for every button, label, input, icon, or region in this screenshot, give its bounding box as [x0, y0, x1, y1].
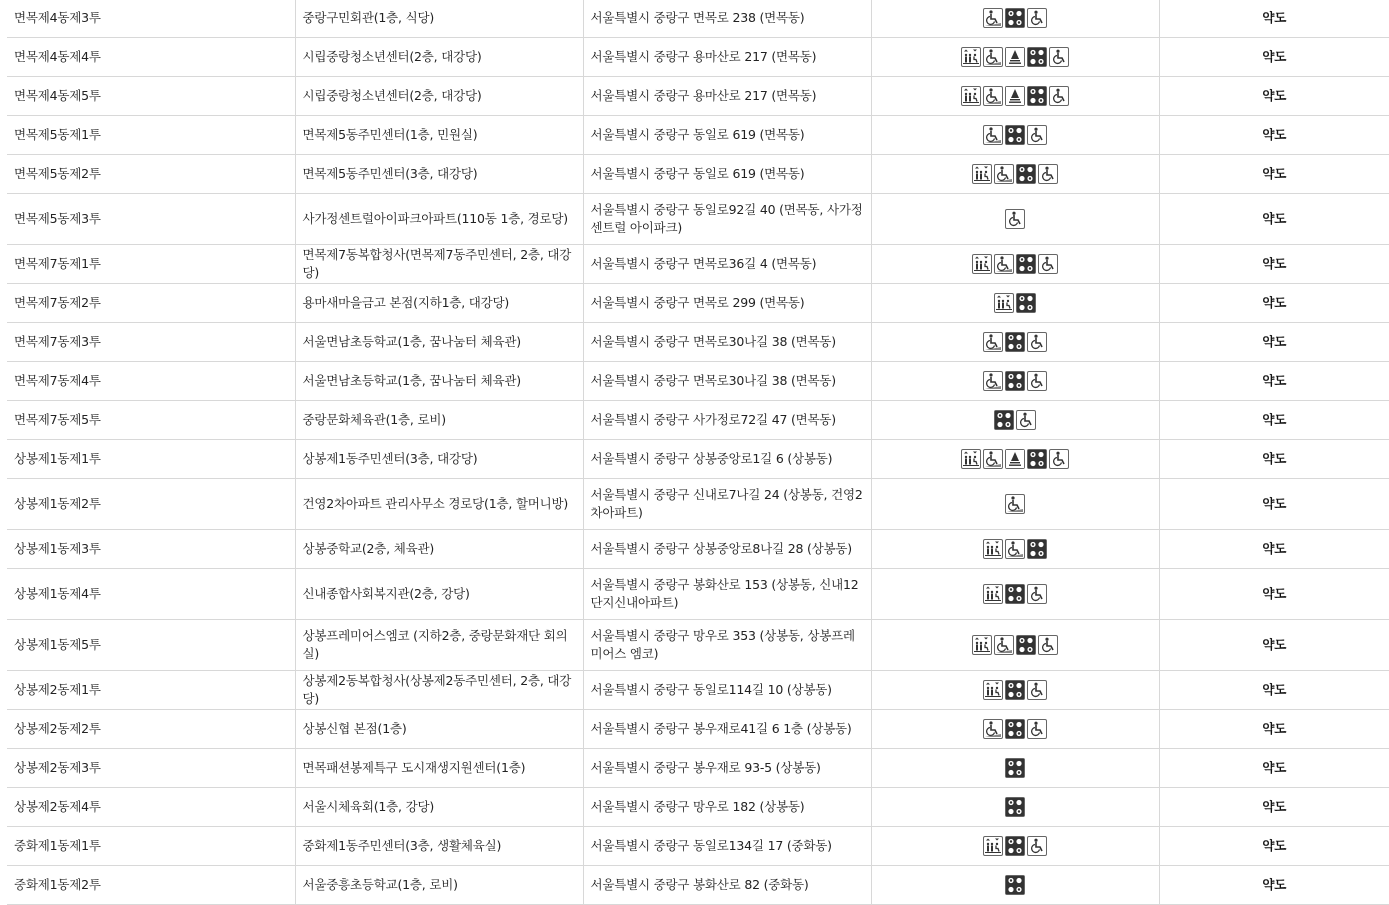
district-cell: 상봉제1동제3투	[7, 530, 295, 569]
braille-icon	[1005, 332, 1025, 352]
address-cell: 서울특별시 중랑구 면목로30나길 38 (면목동)	[583, 323, 871, 362]
wheelchair-icon	[1038, 635, 1058, 655]
table-row	[7, 77, 1389, 116]
address-cell: 서울특별시 중랑구 면목로30나길 38 (면목동)	[583, 362, 871, 401]
district-cell: 면목제4동제5투	[7, 77, 295, 116]
accessibility-icons-cell	[871, 440, 1159, 479]
wheelchair-ramp-icon	[1005, 539, 1025, 559]
map-link[interactable]: 약도	[1159, 440, 1389, 479]
braille-icon	[1027, 86, 1047, 106]
district-cell: 면목제7동제1투	[7, 245, 295, 284]
accessibility-icons-cell	[871, 284, 1159, 323]
map-link[interactable]: 약도	[1159, 38, 1389, 77]
map-link[interactable]: 약도	[1159, 788, 1389, 827]
district-cell: 면목제4동제3투	[7, 0, 295, 38]
accessibility-icons-cell	[871, 671, 1159, 710]
table-row	[7, 620, 1389, 671]
elevator-icon	[994, 293, 1014, 313]
accessibility-icons-cell	[871, 710, 1159, 749]
table-row	[7, 479, 1389, 530]
accessibility-icons-cell	[871, 866, 1159, 905]
address-cell: 서울특별시 중랑구 면목로 238 (면목동)	[583, 0, 871, 38]
elevator-icon	[983, 680, 1003, 700]
district-cell: 상봉제2동제4투	[7, 788, 295, 827]
wheelchair-icon	[1049, 47, 1069, 67]
wheelchair-ramp-icon	[983, 449, 1003, 469]
accessibility-icons-cell	[871, 194, 1159, 245]
braille-icon	[1005, 584, 1025, 604]
elevator-icon	[983, 584, 1003, 604]
wheelchair-ramp-icon	[983, 332, 1003, 352]
place-cell: 면목패션봉제특구 도시재생지원센터(1층)	[295, 749, 583, 788]
district-cell: 상봉제1동제5투	[7, 620, 295, 671]
place-cell: 상봉신협 본점(1층)	[295, 710, 583, 749]
map-link[interactable]: 약도	[1159, 194, 1389, 245]
accessibility-icons-cell	[871, 323, 1159, 362]
braille-icon	[1005, 836, 1025, 856]
address-cell: 서울특별시 중랑구 동일로92길 40 (면목동, 사가정센트럴 아이파크)	[583, 194, 871, 245]
accessibility-icons-cell	[871, 827, 1159, 866]
address-cell: 서울특별시 중랑구 상봉중앙로8나길 28 (상봉동)	[583, 530, 871, 569]
accessibility-icons-cell	[871, 620, 1159, 671]
braille-icon	[1005, 371, 1025, 391]
wheelchair-ramp-icon	[983, 125, 1003, 145]
accessibility-icons-cell	[871, 788, 1159, 827]
voice-guide-icon	[1005, 86, 1025, 106]
address-cell: 서울특별시 중랑구 동일로134길 17 (중화동)	[583, 827, 871, 866]
braille-icon	[1016, 254, 1036, 274]
braille-icon	[1005, 125, 1025, 145]
place-cell: 서울시체육회(1층, 강당)	[295, 788, 583, 827]
table-row	[7, 710, 1389, 749]
address-cell: 서울특별시 중랑구 사가정로72길 47 (면목동)	[583, 401, 871, 440]
wheelchair-icon	[1038, 254, 1058, 274]
place-cell: 시립중랑청소년센터(2층, 대강당)	[295, 38, 583, 77]
wheelchair-icon	[1016, 410, 1036, 430]
braille-icon	[1005, 8, 1025, 28]
place-cell: 면목제7동복합청사(면목제7동주민센터, 2층, 대강당)	[295, 245, 583, 284]
place-cell: 상봉중학교(2층, 체육관)	[295, 530, 583, 569]
map-link[interactable]: 약도	[1159, 284, 1389, 323]
voice-guide-icon	[1005, 47, 1025, 67]
wheelchair-icon	[1049, 86, 1069, 106]
district-cell: 면목제5동제2투	[7, 155, 295, 194]
accessibility-icons-cell	[871, 116, 1159, 155]
wheelchair-ramp-icon	[994, 164, 1014, 184]
address-cell: 서울특별시 중랑구 동일로 619 (면목동)	[583, 116, 871, 155]
district-cell: 중화제1동제2투	[7, 866, 295, 905]
address-cell: 서울특별시 중랑구 봉우재로41길 6 1층 (상봉동)	[583, 710, 871, 749]
elevator-icon	[961, 86, 981, 106]
address-cell: 서울특별시 중랑구 동일로114길 10 (상봉동)	[583, 671, 871, 710]
table-row	[7, 440, 1389, 479]
elevator-icon	[983, 836, 1003, 856]
address-cell: 서울특별시 중랑구 면목로36길 4 (면목동)	[583, 245, 871, 284]
braille-icon	[1005, 719, 1025, 739]
accessibility-icons-cell	[871, 245, 1159, 284]
district-cell: 면목제5동제3투	[7, 194, 295, 245]
wheelchair-icon	[1027, 371, 1047, 391]
table-row	[7, 245, 1389, 284]
elevator-icon	[961, 47, 981, 67]
address-cell: 서울특별시 중랑구 망우로 182 (상봉동)	[583, 788, 871, 827]
map-link[interactable]: 약도	[1159, 866, 1389, 905]
accessibility-icons-cell	[871, 530, 1159, 569]
table-row	[7, 155, 1389, 194]
braille-icon	[1005, 875, 1025, 895]
wheelchair-ramp-icon	[983, 371, 1003, 391]
table-row	[7, 530, 1389, 569]
table-row	[7, 116, 1389, 155]
map-link[interactable]: 약도	[1159, 671, 1389, 710]
place-cell: 용마새마을금고 본점(지하1층, 대강당)	[295, 284, 583, 323]
place-cell: 서울중흥초등학교(1층, 로비)	[295, 866, 583, 905]
braille-icon	[1027, 47, 1047, 67]
district-cell: 상봉제1동제1투	[7, 440, 295, 479]
place-cell: 상봉프레미어스엠코 (지하2층, 중랑문화재단 회의실)	[295, 620, 583, 671]
place-cell: 상봉제2동복합청사(상봉제2동주민센터, 2층, 대강당)	[295, 671, 583, 710]
braille-icon	[1016, 635, 1036, 655]
wheelchair-icon	[1027, 836, 1047, 856]
accessibility-icons-cell	[871, 38, 1159, 77]
address-cell: 서울특별시 중랑구 봉화산로 153 (상봉동, 신내12단지신내아파트)	[583, 569, 871, 620]
address-cell: 서울특별시 중랑구 봉화산로 82 (중화동)	[583, 866, 871, 905]
map-link[interactable]: 약도	[1159, 710, 1389, 749]
map-link[interactable]: 약도	[1159, 401, 1389, 440]
district-cell: 면목제7동제5투	[7, 401, 295, 440]
district-cell: 상봉제2동제2투	[7, 710, 295, 749]
map-link[interactable]: 약도	[1159, 77, 1389, 116]
place-cell: 면목제5동주민센터(1층, 민원실)	[295, 116, 583, 155]
table-row	[7, 569, 1389, 620]
wheelchair-icon	[1027, 125, 1047, 145]
wheelchair-icon	[1005, 209, 1025, 229]
polling-place-table	[7, 0, 1389, 905]
accessibility-icons-cell	[871, 0, 1159, 38]
wheelchair-ramp-icon	[983, 47, 1003, 67]
accessibility-icons-cell	[871, 77, 1159, 116]
wheelchair-icon	[1027, 584, 1047, 604]
place-cell: 신내종합사회복지관(2층, 강당)	[295, 569, 583, 620]
table-row	[7, 362, 1389, 401]
place-cell: 중랑구민회관(1층, 식당)	[295, 0, 583, 38]
place-cell: 중화제1동주민센터(3층, 생활체육실)	[295, 827, 583, 866]
accessibility-icons-cell	[871, 155, 1159, 194]
wheelchair-icon	[1027, 719, 1047, 739]
elevator-icon	[983, 539, 1003, 559]
table-row	[7, 284, 1389, 323]
wheelchair-icon	[1027, 680, 1047, 700]
table-row	[7, 38, 1389, 77]
table-row	[7, 827, 1389, 866]
map-link[interactable]: 약도	[1159, 116, 1389, 155]
map-link[interactable]: 약도	[1159, 0, 1389, 38]
map-link[interactable]: 약도	[1159, 479, 1389, 530]
place-cell: 건영2차아파트 관리사무소 경로당(1층, 할머니방)	[295, 479, 583, 530]
wheelchair-ramp-icon	[994, 254, 1014, 274]
braille-icon	[1016, 293, 1036, 313]
district-cell: 중화제1동제1투	[7, 827, 295, 866]
wheelchair-ramp-icon	[994, 635, 1014, 655]
address-cell: 서울특별시 중랑구 면목로 299 (면목동)	[583, 284, 871, 323]
wheelchair-ramp-icon	[983, 86, 1003, 106]
map-link[interactable]: 약도	[1159, 620, 1389, 671]
table-row	[7, 401, 1389, 440]
wheelchair-icon	[1027, 332, 1047, 352]
table-row	[7, 323, 1389, 362]
elevator-icon	[972, 164, 992, 184]
elevator-icon	[972, 635, 992, 655]
place-cell: 상봉제1동주민센터(3층, 대강당)	[295, 440, 583, 479]
wheelchair-ramp-icon	[1005, 494, 1025, 514]
map-link[interactable]: 약도	[1159, 749, 1389, 788]
map-link[interactable]: 약도	[1159, 155, 1389, 194]
place-cell: 서울면남초등학교(1층, 꿈나눔터 체육관)	[295, 362, 583, 401]
accessibility-icons-cell	[871, 362, 1159, 401]
district-cell: 면목제4동제4투	[7, 38, 295, 77]
district-cell: 상봉제2동제3투	[7, 749, 295, 788]
wheelchair-icon	[1038, 164, 1058, 184]
accessibility-icons-cell	[871, 479, 1159, 530]
accessibility-icons-cell	[871, 401, 1159, 440]
district-cell: 상봉제2동제1투	[7, 671, 295, 710]
table-row	[7, 0, 1389, 38]
place-cell: 시립중랑청소년센터(2층, 대강당)	[295, 77, 583, 116]
table-row	[7, 194, 1389, 245]
map-link[interactable]: 약도	[1159, 245, 1389, 284]
place-cell: 면목제5동주민센터(3층, 대강당)	[295, 155, 583, 194]
address-cell: 서울특별시 중랑구 용마산로 217 (면목동)	[583, 38, 871, 77]
table-body	[7, 0, 1389, 905]
table-row	[7, 788, 1389, 827]
place-cell: 중랑문화체육관(1층, 로비)	[295, 401, 583, 440]
wheelchair-icon	[1049, 449, 1069, 469]
accessibility-icons-cell	[871, 569, 1159, 620]
address-cell: 서울특별시 중랑구 봉우재로 93-5 (상봉동)	[583, 749, 871, 788]
elevator-icon	[972, 254, 992, 274]
district-cell: 면목제7동제2투	[7, 284, 295, 323]
place-cell: 서울면남초등학교(1층, 꿈나눔터 체육관)	[295, 323, 583, 362]
map-link[interactable]: 약도	[1159, 569, 1389, 620]
braille-icon	[994, 410, 1014, 430]
address-cell: 서울특별시 중랑구 상봉중앙로1길 6 (상봉동)	[583, 440, 871, 479]
table-row	[7, 749, 1389, 788]
braille-icon	[1027, 449, 1047, 469]
place-cell: 사가정센트럴아이파크아파트(110동 1층, 경로당)	[295, 194, 583, 245]
wheelchair-icon	[1027, 8, 1047, 28]
address-cell: 서울특별시 중랑구 동일로 619 (면목동)	[583, 155, 871, 194]
braille-icon	[1005, 680, 1025, 700]
wheelchair-ramp-icon	[983, 719, 1003, 739]
map-link[interactable]: 약도	[1159, 827, 1389, 866]
table-row	[7, 671, 1389, 710]
wheelchair-ramp-icon	[983, 8, 1003, 28]
map-link[interactable]: 약도	[1159, 530, 1389, 569]
address-cell: 서울특별시 중랑구 신내로7나길 24 (상봉동, 건영2차아파트)	[583, 479, 871, 530]
table-row	[7, 866, 1389, 905]
braille-icon	[1005, 797, 1025, 817]
braille-icon	[1005, 758, 1025, 778]
map-link[interactable]: 약도	[1159, 323, 1389, 362]
braille-icon	[1016, 164, 1036, 184]
voice-guide-icon	[1005, 449, 1025, 469]
district-cell: 면목제7동제3투	[7, 323, 295, 362]
district-cell: 면목제7동제4투	[7, 362, 295, 401]
map-link[interactable]: 약도	[1159, 362, 1389, 401]
elevator-icon	[961, 449, 981, 469]
accessibility-icons-cell	[871, 749, 1159, 788]
district-cell: 면목제5동제1투	[7, 116, 295, 155]
district-cell: 상봉제1동제2투	[7, 479, 295, 530]
braille-icon	[1027, 539, 1047, 559]
address-cell: 서울특별시 중랑구 용마산로 217 (면목동)	[583, 77, 871, 116]
district-cell: 상봉제1동제4투	[7, 569, 295, 620]
address-cell: 서울특별시 중랑구 망우로 353 (상봉동, 상봉프레미어스 엠코)	[583, 620, 871, 671]
